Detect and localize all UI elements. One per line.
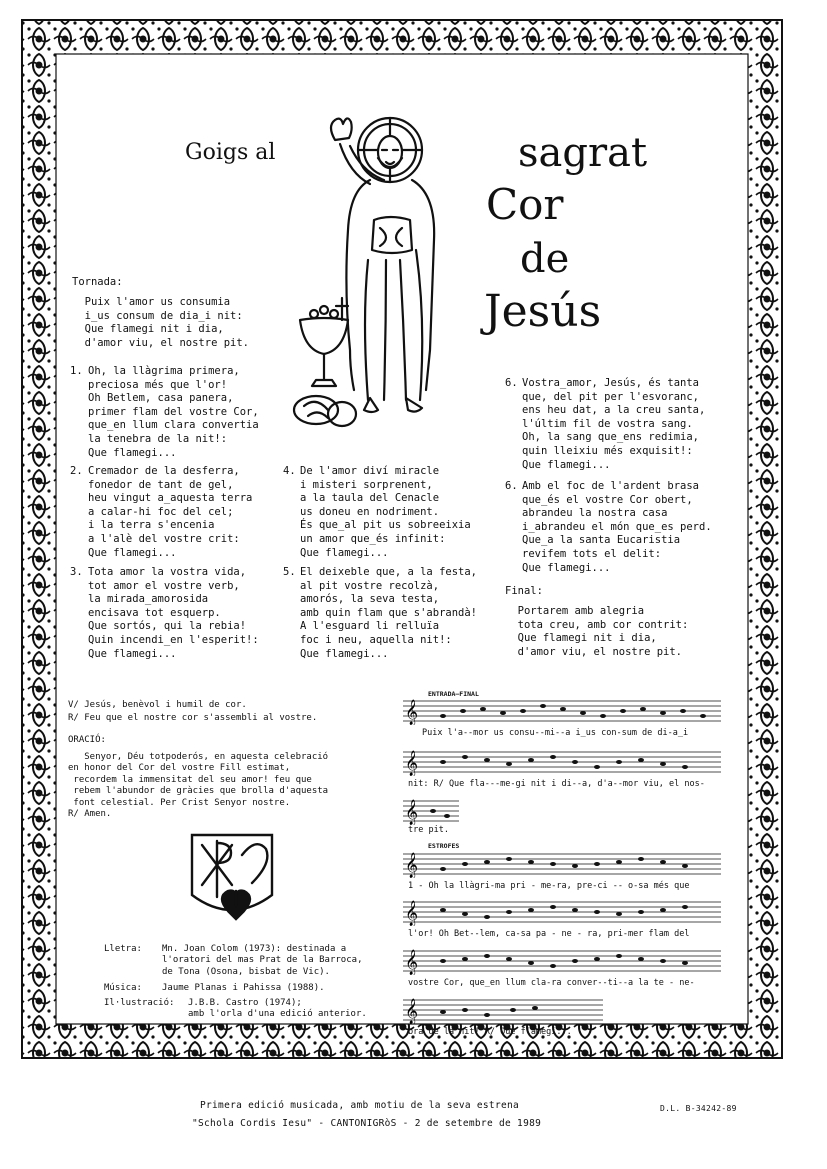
- verse-text-3: Tota amor la vostra vida, tot amor el vostre verb, la mirada_amorosida encisava tot esquerp. Que sortós, qui la rebia! Quin incendi_en l'esperit!: Que flamegi...: [88, 566, 259, 660]
- staff-3: [403, 797, 459, 825]
- label-entrada: ENTRADA—FINAL: [428, 690, 479, 698]
- verse-num-4: 4.: [283, 465, 296, 477]
- oracio-text: Senyor, Déu totpoderós, en aquesta celebració en honor del Cor del vostre Fill estimat, recordem la immensitat del seu amor! feu que rebem l'abundor de gràcies que brolla d'aquesta font celestial. Per Crist Senyor nostre. R/ Amen.: [68, 752, 329, 820]
- footer-line-2: "Schola Cordis Iesu" - CANTONIGRòS - 2 de setembre de 1989: [192, 1118, 542, 1129]
- title-line-2: Cor: [486, 180, 564, 229]
- tornada-heading: Tornada:: [72, 276, 123, 288]
- staff-1: [403, 697, 721, 725]
- staff-4: [403, 850, 721, 878]
- svg-text:𝄞: 𝄞: [405, 751, 419, 776]
- staff-5: [403, 898, 721, 926]
- verse-num-7: 6.: [505, 480, 518, 492]
- verse-text-1: Oh, la llàgrima primera, preciosa més que l'or! Oh Betlem, casa panera, primer flam del vostre Cor, que_en llum clara convertia la tenebra de la nit!: Que flamegi...: [88, 365, 259, 459]
- svg-text:𝄞: 𝄞: [405, 950, 419, 975]
- credits-il-label: Il·lustració:: [104, 998, 175, 1008]
- verse-text-6: Vostra_amor, Jesús, és tanta que, del pit per l'esvoranc, ens heu dat, a la creu santa, l'últim fil de vostra sang. Oh, la sang que_ens redimia, quin lleixiu més exquisit!: Que flamegi...: [522, 377, 706, 471]
- verse-text-4: De l'amor diví miracle i misteri sorprenent, a la taula del Cenacle us doneu en nodriment. És que_al pit us sobreeixia un amor que_és infinit: Que flamegi...: [300, 465, 471, 559]
- verse-num-6: 6.: [505, 377, 518, 389]
- svg-text:𝄞: 𝄞: [405, 700, 419, 725]
- credits-musica-label: Música:: [104, 983, 142, 993]
- oracio-heading: ORACIÓ:: [68, 735, 106, 745]
- tornada-text: Puix l'amor us consumia i_us consum de dia_i nit: Que flamegi nit i dia, d'amor viu, el nostre pit.: [84, 296, 250, 349]
- sacred-heart-illustration: [290, 110, 460, 440]
- credits-musica: Jaume Planas i Pahissa (1988).: [162, 983, 325, 993]
- title-line-4: Jesús: [484, 286, 602, 337]
- staff-2: [403, 748, 721, 776]
- lyric-line-5: l'or! Oh Bet--lem, ca-sa pa - ne - ra, pri-mer flam del: [408, 929, 690, 939]
- footer-line-1: Primera edició musicada, amb motiu de la seva estrena: [200, 1100, 520, 1111]
- title-line-1: sagrat: [518, 130, 648, 176]
- verse-num-5: 5.: [283, 566, 296, 578]
- credits-il: J.B.B. Castro (1974); amb l'orla d'una edició anterior.: [188, 998, 367, 1020]
- credits-lletra: Mn. Joan Colom (1973): destinada a l'oratori del mas Prat de la Barroca, de Tona (Osona, bisbat de Vic).: [162, 944, 363, 977]
- chi-rho-emblem: [182, 825, 282, 935]
- svg-text:𝄞: 𝄞: [405, 901, 419, 926]
- verse-text-2: Cremador de la desferra, fonedor de tant de gel, heu vingut a_aquesta terra a calar-hi foc del cel; i la terra s'encenia a l'alè del vostre crit: Que flamegi...: [88, 465, 253, 559]
- lyric-line-2: nit: R/ Que fla---me-gi nit i di--a, d'a--mor viu, el nos-: [408, 779, 705, 789]
- staff-7: [403, 996, 603, 1024]
- footer-dl: D.L. B-34242-89: [660, 1104, 737, 1113]
- verse-num-1: 1.: [70, 365, 83, 377]
- versicle-r: R/ Feu que el nostre cor s'assembli al vostre.: [68, 713, 318, 723]
- lyric-line-6: vostre Cor, que_en llum cla-ra conver--ti--a la te - ne-: [408, 978, 695, 988]
- title-line-3: de: [520, 236, 570, 282]
- title-prefix: Goigs al: [185, 140, 276, 165]
- verse-text-5: El deixeble que, a la festa, al pit vostre recolzà, amorós, la seva testa, amb quin flam que s'abrandà! A l'esguard li relluïa foc i neu, aquella nit!: Que flamegi...: [300, 566, 478, 660]
- lyric-line-3: tre pit.: [408, 825, 449, 835]
- verse-num-2: 2.: [70, 465, 83, 477]
- svg-text:𝄞: 𝄞: [405, 800, 419, 825]
- lyric-line-7: bra de la nit! R/ Que flamegi...: [408, 1027, 572, 1037]
- final-heading: Final:: [505, 585, 543, 597]
- final-text: Portarem amb alegria tota creu, amb cor contrit: Que flamegi nit i dia, d'amor viu, el nostre pit.: [517, 605, 689, 658]
- svg-text:𝄞: 𝄞: [405, 853, 419, 878]
- svg-text:𝄞: 𝄞: [405, 999, 419, 1024]
- verse-num-3: 3.: [70, 566, 83, 578]
- lyric-line-4: 1 - Oh la llàgri-ma pri - me-ra, pre-ci -- o-sa més que: [408, 881, 690, 891]
- versicle-v: V/ Jesús, benèvol i humil de cor.: [68, 700, 247, 710]
- staff-6: [403, 947, 721, 975]
- credits-lletra-label: Lletra:: [104, 944, 142, 954]
- label-estrofes: ESTROFES: [428, 842, 460, 850]
- verse-text-7: Amb el foc de l'ardent brasa que_és el vostre Cor obert, abrandeu la nostra casa i_abrandeu el món que_es perd. Que_a la santa Eucaristia revifem tots el delit: Que flamegi...: [522, 480, 712, 574]
- lyric-line-1: Puix l'a--mor us consu--mi--a i_us con-sum de di-a_i: [422, 728, 689, 738]
